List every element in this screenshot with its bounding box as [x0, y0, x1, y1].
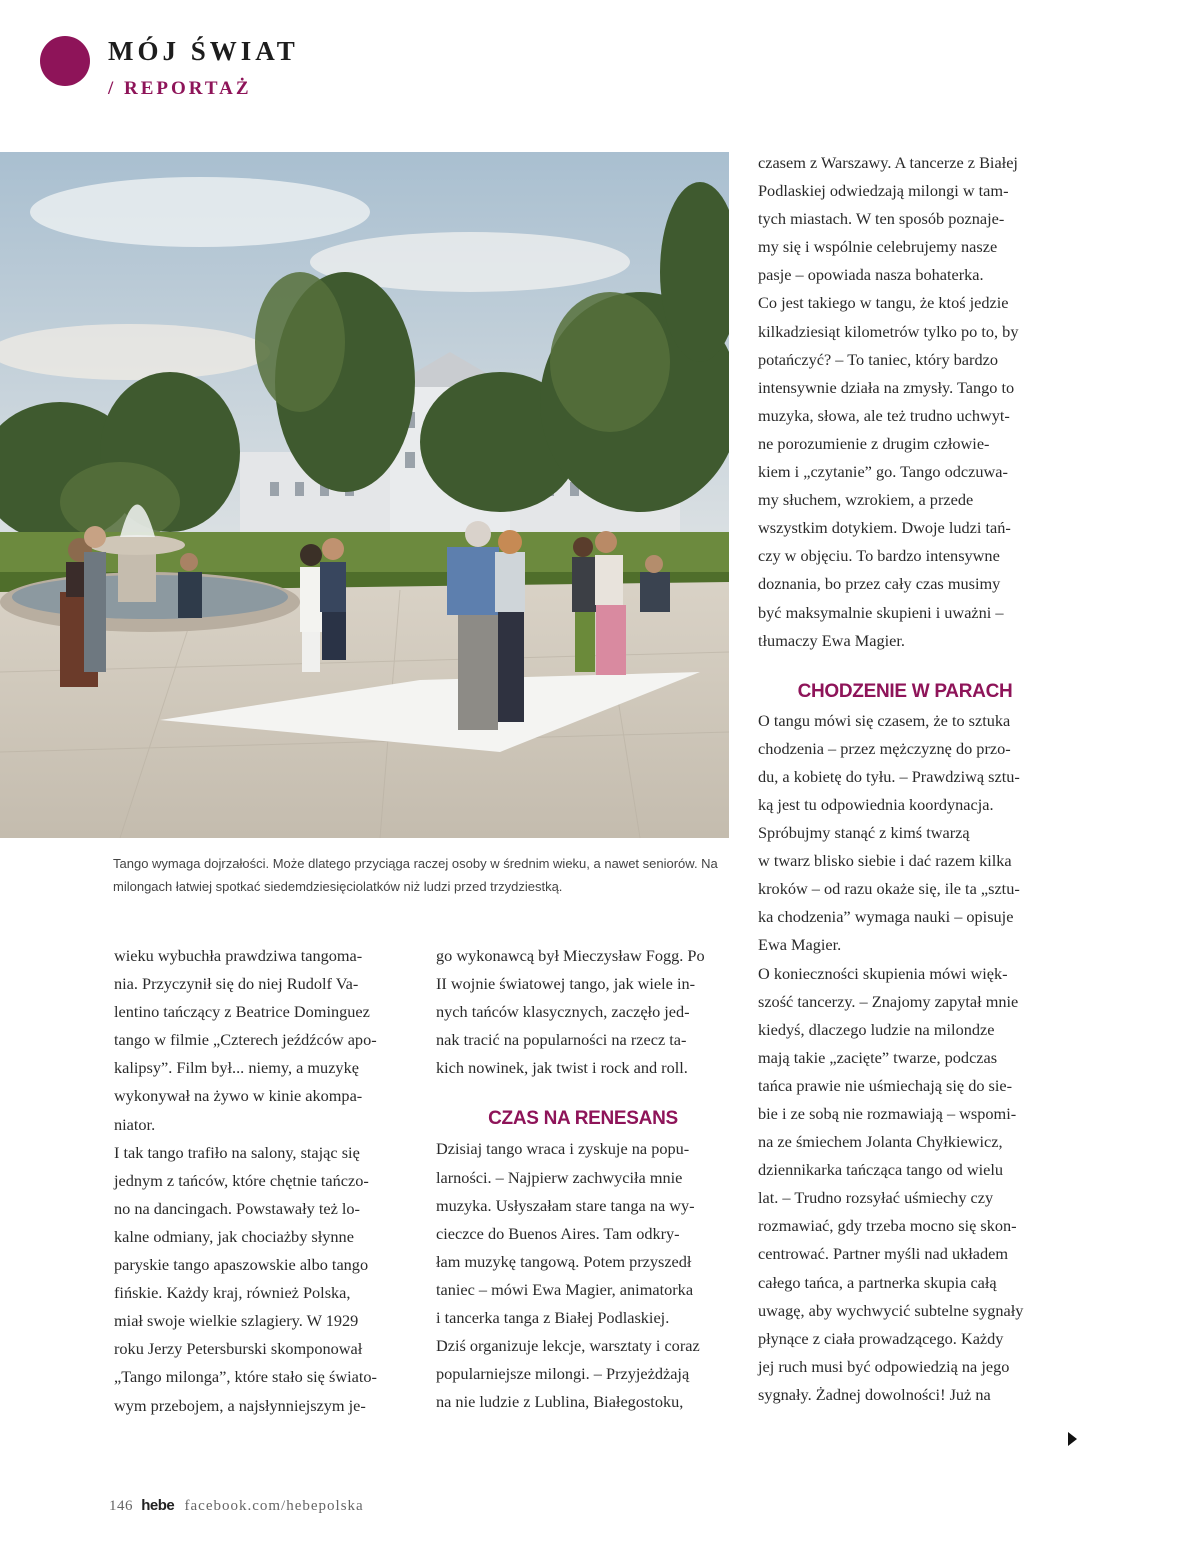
- text-line: uwagę, aby wychwycić subtelne sygnały: [758, 1300, 1024, 1320]
- text-line: czy w objęciu. To bardzo intensywne: [758, 546, 1000, 566]
- subheading-czas-na-renesans: CZAS NA RENESANS: [488, 1108, 678, 1130]
- text-line: bie i ze sobą nie rozmawiają – wspomi-: [758, 1104, 1017, 1123]
- text-line: być maksymalnie skupieni i uważni –: [758, 602, 1004, 622]
- text-line: muzyka, słowa, ale też trudno uchwyt-: [758, 405, 1010, 425]
- text-line: kalipsy”. Film był... niemy, a muzykę: [114, 1058, 359, 1078]
- text-line: popularniejsze milongi. – Przyjeżdżają: [436, 1364, 690, 1384]
- text-line: na ze śmiechem Jolanta Chyłkiewicz,: [758, 1132, 1003, 1152]
- brand-logo: hebe: [141, 1497, 175, 1514]
- section-title: MÓJ ŚWIAT: [108, 36, 299, 66]
- subheading-chodzenie-w-parach: CHODZENIE W PARACH: [797, 680, 1013, 702]
- text-line: Dziś organizuje lekcje, warsztaty i coraz: [436, 1336, 700, 1356]
- text-line: intensywnie działa na zmysły. Tango to: [758, 377, 1015, 397]
- text-line: jej ruch musi być odpowiedzią na jego: [758, 1356, 1010, 1376]
- article-column-3: [758, 149, 1052, 1409]
- text-line: dziennikarka tańcząca tango od wielu: [758, 1160, 1004, 1180]
- text-line: paryskie tango apaszowskie albo tango: [114, 1255, 369, 1275]
- continue-arrow-icon: [1068, 1432, 1077, 1446]
- text-line: ne porozumienie z drugim człowie-: [758, 433, 990, 453]
- text-line: nak tracić na popularności na rzecz ta-: [436, 1030, 687, 1050]
- body-paragraph: [758, 707, 1052, 960]
- text-line: Dzisiaj tango wraca i zyskuje na popu-: [436, 1139, 690, 1159]
- text-line: tańca prawie nie uśmiechają się do sie-: [758, 1075, 1013, 1095]
- text-line: i tancerka tanga z Białej Podlaskiej.: [436, 1308, 670, 1328]
- text-line: płynące z ciała prowadzącego. Każdy: [758, 1328, 1004, 1348]
- text-line: pasje – opowiada nasza bohaterka.: [758, 265, 984, 285]
- text-line: kroków – od razu okaże się, ile ta „sztu-: [758, 879, 1020, 899]
- text-line: mają takie „zacięte” twarze, podczas: [758, 1047, 998, 1067]
- text-line: lat. – Trudno rozsyłać uśmiechy czy: [758, 1188, 994, 1208]
- tango-photo: [0, 152, 729, 838]
- article-column-2: [436, 942, 730, 1416]
- text-line: tłumaczy Ewa Magier.: [758, 630, 905, 650]
- photo-caption: Tango wymaga dojrzałości. Może dlatego przyciąga raczej osoby w średnim wieku, a nawet seniorów. Na milongach łatwiej spotkać siedemdziesięciolatków niż ludzi przed trzydziestką.: [113, 856, 718, 894]
- text-line: my słuchem, wzrokiem, a przede: [758, 490, 974, 510]
- text-line: wieku wybuchła prawdziwa tangoma-: [114, 946, 363, 965]
- text-line: O konieczności skupienia mówi więk-: [758, 963, 1008, 983]
- text-line: doznania, bo przez cały czas musimy: [758, 574, 1001, 594]
- text-line: tych miastach. W ten sposób poznaje-: [758, 209, 1005, 229]
- body-paragraph: [436, 942, 730, 1082]
- text-line: kilkadziesiąt kilometrów tylko po to, by: [758, 321, 1019, 341]
- text-line: ką jest tu odpowiednia koordynacja.: [758, 794, 994, 814]
- text-line: wykonywał na żywo w kinie akompa-: [114, 1086, 363, 1106]
- text-line: kalne odmiany, jak chociażby słynne: [114, 1226, 354, 1246]
- text-line: taniec – mówi Ewa Magier, animatorka: [436, 1279, 694, 1299]
- text-line: tango w filmie „Czterech jeźdźców apo-: [114, 1030, 377, 1050]
- text-line: kich nowinek, jak twist i rock and roll.: [436, 1058, 688, 1078]
- text-line: fińskie. Każdy kraj, również Polska,: [114, 1283, 351, 1303]
- text-line: roku Jerzy Petersburski skomponował: [114, 1339, 363, 1359]
- text-line: Ewa Magier.: [758, 935, 842, 955]
- text-line: Podlaskiej odwiedzają milongi w tam-: [758, 181, 1009, 201]
- text-line: szość tancerzy. – Znajomy zapytał mnie: [758, 991, 1019, 1011]
- text-line: kiedyś, dlaczego ludzie na milondze: [758, 1019, 995, 1039]
- text-line: rozmawiać, gdy trzeba mocno się skon-: [758, 1216, 1017, 1236]
- text-line: II wojnie światowej tango, jak wiele in-: [436, 974, 696, 994]
- facebook-link[interactable]: facebook.com/hebepolska: [184, 1498, 364, 1514]
- text-line: muzyka. Usłyszałam stare tanga na wy-: [436, 1195, 695, 1215]
- text-line: kiem i „czytanie” go. Tango odczuwa-: [758, 462, 1008, 482]
- text-line: Spróbujmy stanąć z kimś twarzą: [758, 823, 970, 843]
- text-line: całego tańca, a partnerka skupia całą: [758, 1272, 997, 1292]
- text-line: my się i wspólnie celebrujemy nasze: [758, 237, 998, 257]
- text-line: wym przebojem, a najsłynniejszym je-: [114, 1395, 366, 1415]
- text-line: ka chodzenia” wymaga nauki – opisuje: [758, 907, 1014, 927]
- page-footer: [109, 1497, 364, 1515]
- text-line: „Tango milonga”, które stało się świato-: [114, 1367, 377, 1387]
- page-number: 146: [109, 1498, 133, 1514]
- text-line: centrować. Partner myśli nad układem: [758, 1244, 1009, 1264]
- text-line: potańczyć? – To taniec, który bardzo: [758, 349, 998, 369]
- text-line: du, a kobietę do tyłu. – Prawdziwą sztu-: [758, 766, 1020, 786]
- text-line: na nie ludzie z Lublina, Białegostoku,: [436, 1392, 684, 1412]
- text-line: chodzenia – przez mężczyznę do przo-: [758, 738, 1011, 758]
- text-line: go wykonawcą był Mieczysław Fogg. Po: [436, 946, 705, 965]
- body-paragraph: [436, 1135, 730, 1416]
- body-paragraph: [758, 149, 1052, 289]
- body-paragraph: [758, 289, 1052, 654]
- text-line: no na dancingach. Powstawały też lo-: [114, 1198, 360, 1218]
- text-line: lentino tańczący z Beatrice Dominguez: [114, 1002, 370, 1022]
- text-line: miał swoje wielkie szlagiery. W 1929: [114, 1311, 359, 1331]
- text-line: wszystkim dotykiem. Dwoje ludzi tań-: [758, 518, 1011, 538]
- body-paragraph: [114, 1139, 410, 1420]
- text-line: czasem z Warszawy. A tancerze z Białej: [758, 153, 1018, 172]
- text-line: nych tańców klasycznych, zaczęło jed-: [436, 1002, 690, 1022]
- section-marker-dot: [40, 36, 90, 86]
- text-line: cieczce do Buenos Aires. Tam odkry-: [436, 1223, 680, 1243]
- text-line: niator.: [114, 1114, 156, 1134]
- body-paragraph: [114, 942, 410, 1139]
- text-line: larności. – Najpierw zachwyciła mnie: [436, 1167, 683, 1187]
- text-line: w twarz blisko siebie i dać razem kilka: [758, 851, 1012, 871]
- text-line: sygnały. Żadnej dowolności! Już na: [758, 1384, 991, 1404]
- article-column-1: [114, 942, 410, 1420]
- text-line: I tak tango trafiło na salony, stając się: [114, 1142, 360, 1162]
- section-subtitle: / REPORTAŻ: [108, 78, 252, 99]
- text-line: nia. Przyczynił się do niej Rudolf Va-: [114, 974, 359, 994]
- text-line: łam muzykę tangową. Potem przyszedł: [436, 1251, 692, 1271]
- body-paragraph: [758, 960, 1052, 1410]
- text-line: Co jest takiego w tangu, że ktoś jedzie: [758, 293, 1009, 313]
- text-line: O tangu mówi się czasem, że to sztuka: [758, 710, 1011, 730]
- text-line: jednym z tańców, które chętnie tańczo-: [114, 1170, 369, 1190]
